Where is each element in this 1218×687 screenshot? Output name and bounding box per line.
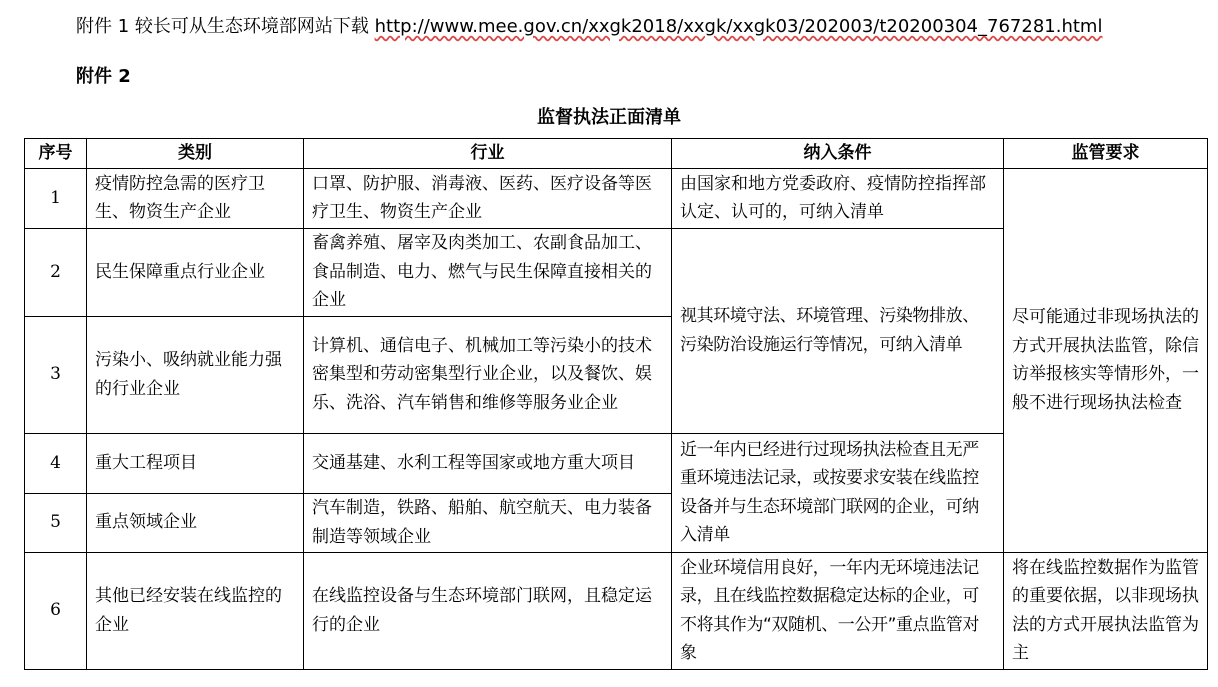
row-industry: 汽车制造，铁路、船舶、航空航天、电力装备制造等领域企业: [304, 493, 672, 552]
row-industry: 计算机、通信电子、机械加工等污染小的技术密集型和劳动密集型行业企业，以及餐饮、娱乐、洗浴、汽车销售和维修等服务业企业: [304, 316, 672, 433]
row-category: 污染小、吸纳就业能力强的行业企业: [87, 316, 304, 433]
supervision-list-table: [24, 138, 1208, 670]
attachment-1-text: 附件 1 较长可从生态环境部网站下载: [76, 16, 375, 37]
row-industry: 口罩、防护服、消毒液、医药、医疗设备等医疗卫生、物资生产企业: [304, 168, 672, 228]
table-title: 监督执法正面清单: [537, 107, 681, 128]
attachment-1-line: [76, 14, 1102, 40]
row-category: 民生保障重点行业企业: [87, 228, 304, 316]
row-category: 其他已经安装在线监控的企业: [87, 552, 304, 669]
row-number: 2: [25, 228, 87, 316]
row-condition: 视其环境守法、环境管理、污染物排放、污染防治设施运行等情况，可纳入清单: [672, 228, 1004, 433]
row-industry: 畜禽养殖、屠宰及肉类加工、农副食品加工、食品制造、电力、燃气与民生保障直接相关的企业: [304, 228, 672, 316]
row-number: 6: [25, 552, 87, 669]
row-number: 4: [25, 433, 87, 493]
row-number: 5: [25, 493, 87, 552]
download-link[interactable]: http://www.mee.gov.cn/xxgk2018/xxgk/xxgk03/202003/t20200304_767281.html: [374, 16, 1103, 37]
header-industry: 行业: [304, 139, 672, 169]
row-industry: 在线监控设备与生态环境部门联网，且稳定运行的企业: [304, 552, 672, 669]
row-requirement: 将在线监控数据作为监管的重要依据，以非现场执法的方式开展执法监管为主: [1004, 552, 1208, 669]
header-condition: 纳入条件: [672, 139, 1004, 169]
row-category: 重大工程项目: [87, 433, 304, 493]
table-header-row: [25, 139, 1208, 169]
row-category: 疫情防控急需的医疗卫生、物资生产企业: [87, 168, 304, 228]
table-row: [25, 552, 1208, 669]
row-category: 重点领域企业: [87, 493, 304, 552]
row-number: 1: [25, 168, 87, 228]
row-number: 3: [25, 316, 87, 433]
row-industry: 交通基建、水利工程等国家或地方重大项目: [304, 433, 672, 493]
table-row: [25, 168, 1208, 228]
attachment-2-label: 附件 2: [76, 66, 131, 87]
row-requirement: 尽可能通过非现场执法的方式开展执法监管，除信访举报核实等情形外，一般不进行现场执法检查: [1004, 168, 1208, 552]
header-no: 序号: [25, 139, 87, 169]
row-condition: 由国家和地方党委政府、疫情防控指挥部认定、认可的，可纳入清单: [672, 168, 1004, 228]
header-category: 类别: [87, 139, 304, 169]
row-condition: 企业环境信用良好，一年内无环境违法记录，且在线监控数据稳定达标的企业，可不将其作为“双随机、一公开”重点监管对象: [672, 552, 1004, 669]
row-condition: 近一年内已经进行过现场执法检查且无严重环境违法记录，或按要求安装在线监控设备并与生态环境部门联网的企业，可纳入清单: [672, 433, 1004, 552]
header-requirement: 监管要求: [1004, 139, 1208, 169]
